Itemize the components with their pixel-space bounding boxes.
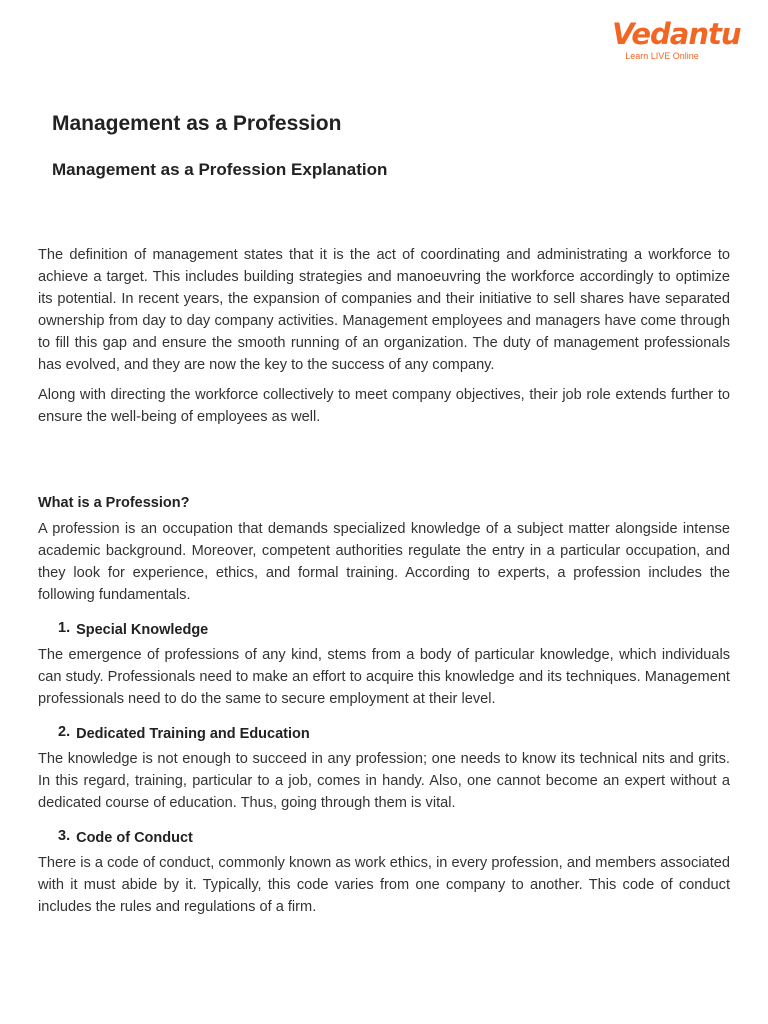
item-heading [38, 616, 730, 642]
logo-wordmark: Vedantu [612, 17, 741, 51]
item-number: 1. [58, 620, 71, 636]
list-item [38, 616, 730, 710]
item-heading [38, 824, 730, 850]
item-number: 3. [58, 828, 71, 844]
item-text: There is a code of conduct, commonly known as work ethics, in every profession, and members associated with it must abide by it. Typically, this code varies from one company to another. This code of conduct includes the rules and regulations of a firm. [38, 855, 730, 915]
intro-paragraph: The definition of management states that it is the act of coordinating and administrating a workforce to achieve a target. This includes building strategies and manoeuvring the workforce accordingly to optimize its potential. In recent years, the expansion of companies and their initiative to sell shares have separated ownership from day to day company activities. Management employees and managers have come through to fill this gap and ensure the smooth running of an organization. The duty of management professionals has evolved, and they are now the key to the success of any company. [38, 247, 730, 373]
item-text: The knowledge is not enough to succeed in any profession; one needs to know its technical nits and grits. In this regard, training, particular to a job, comes in handy. Also, one cannot become an expert without a dedicated course of education. Thus, going through them is vital. [38, 751, 730, 811]
list-item [38, 824, 730, 918]
document-body [38, 244, 730, 918]
item-title: Dedicated Training and Education [76, 726, 310, 742]
item-title: Code of Conduct [76, 830, 193, 846]
fundamentals-list [38, 616, 730, 918]
list-item [38, 720, 730, 814]
page-title: Management as a Profession [52, 112, 342, 135]
section-heading: What is a Profession? [38, 495, 190, 511]
page-subtitle: Management as a Profession Explanation [52, 160, 388, 179]
item-number: 2. [58, 724, 71, 740]
intro-paragraph: Along with directing the workforce collectively to meet company objectives, their job role extends further to ensure the well-being of employees as well. [38, 387, 730, 425]
logo-tagline: Learn LIVE Online [625, 51, 699, 61]
item-text: The emergence of professions of any kind, stems from a body of particular knowledge, which individuals can study. Professionals need to make an effort to acquire this knowledge and its techniques. Management professionals need to do the same to secure employment at their level. [38, 647, 730, 707]
item-heading [38, 720, 730, 746]
section-paragraph: A profession is an occupation that demands specialized knowledge of a subject matter alongside intense academic background. Moreover, competent authorities regulate the entry in a particular occupation, and they look for experience, ethics, and formal training. According to experts, a profession includes the following fundamentals. [38, 521, 730, 603]
vedantu-logo [612, 17, 741, 62]
item-title: Special Knowledge [76, 622, 209, 638]
